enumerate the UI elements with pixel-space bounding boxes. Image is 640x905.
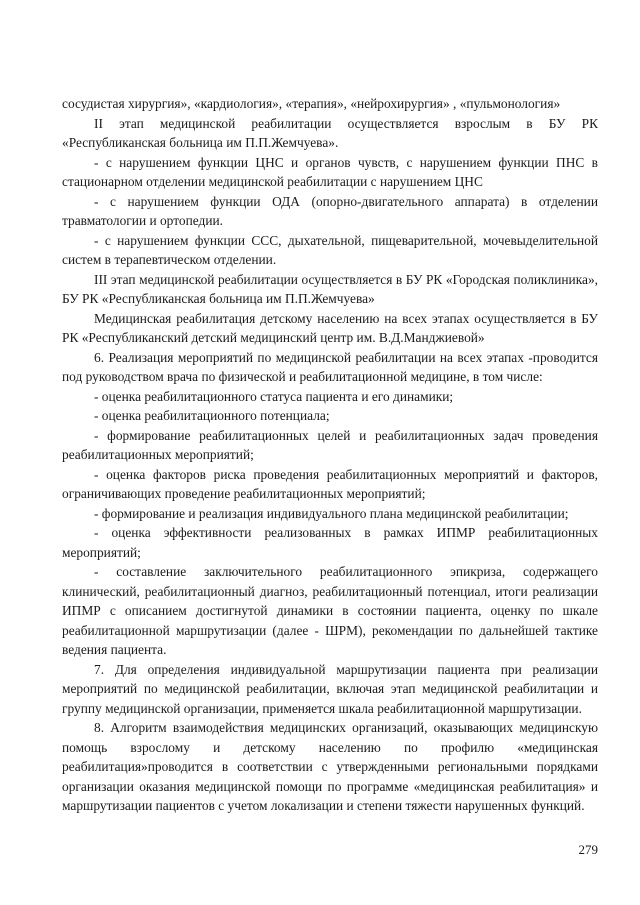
- list-item-potential: - оценка реабилитационного потенциала;: [94, 408, 330, 423]
- paragraph-children: Медицинская реабилитация детскому населению на всех этапах осуществляется в БУ РК «Республиканский детский медицинский центр им. В.Д.Манджиевой»: [62, 310, 598, 345]
- paragraph-item-7: 7. Для определения индивидуальной маршрутизации пациента при реализации мероприятий по медицинской реабилитации, включая этап медицинской реабилитации и группу медицинской организации, применяется шкала реабилитационной маршрутизации.: [62, 661, 598, 716]
- paragraph-item-8: 8. Алгоритм взаимодействия медицинских организаций, оказывающих медицинскую помощь взрослому и детскому населению по профилю «медицинская реабилитация»проводится в соответствии с утвержденными региональными порядками организации оказания медицинской помощи по программе «медицинская реабилитация» и маршрутизации пациентов с учетом локализации и степени тяжести нарушенных функций.: [62, 720, 598, 813]
- list-item-efficiency: - оценка эффективности реализованных в рамках ИПМР реабилитационных мероприятий;: [62, 525, 598, 560]
- list-item-epicrisis: - составление заключительного реабилитационного эпикриза, содержащего клинический, реабилитационный диагноз, реабилитационный потенциал, итоги реализации ИПМР с описанием достигнутой динамики в состоянии пациента, оценку по шкале реабилитационной маршрутизации (далее - ШРМ), рекомендации по дальнейшей тактике ведения пациента.: [62, 564, 598, 657]
- paragraph-stage-2: II этап медицинской реабилитации осуществляется взрослым в БУ РК «Республиканская больница им П.П.Жемчуева».: [62, 115, 598, 150]
- list-item-plan: - формирование и реализация индивидуального плана медицинской реабилитации;: [94, 505, 569, 521]
- list-item-oda: - с нарушением функции ОДА (опорно-двигательного аппарата) в отделении травматологии и ортопедии.: [62, 193, 598, 228]
- paragraph-item-6: 6. Реализация мероприятий по медицинской реабилитации на всех этапах -проводится под руководством врача по физической и реабилитационной медицине, в том числе:: [62, 349, 598, 384]
- body-text: [62, 94, 598, 816]
- list-item-sss: - с нарушением функции ССС, дыхательной, пищеварительной, мочевыделительной систем в терапевтическом отделении.: [62, 232, 598, 267]
- list-item-goals: - формирование реабилитационных целей и реабилитационных задач проведения реабилитационных мероприятий;: [62, 427, 598, 462]
- paragraph-stage-3: III этап медицинской реабилитации осуществляется в БУ РК «Городская поликлиника», БУ РК «Республиканская больница им П.П.Жемчуева»: [62, 271, 598, 306]
- paragraph-specialties: сосудистая хирургия», «кардиология», «терапия», «нейрохирургия» , «пульмонология»: [62, 96, 561, 111]
- list-item-cns: - с нарушением функции ЦНС и органов чувств, с нарушением функции ПНС в стационарном отделении медицинской реабилитации с нарушением ЦНС: [62, 154, 598, 189]
- page-number: 279: [578, 842, 598, 857]
- list-item-risk: - оценка факторов риска проведения реабилитационных мероприятий и факторов, ограничивающих проведение реабилитационных мероприятий;: [62, 466, 598, 501]
- list-item-status: - оценка реабилитационного статуса пациента и его динамики;: [94, 388, 454, 404]
